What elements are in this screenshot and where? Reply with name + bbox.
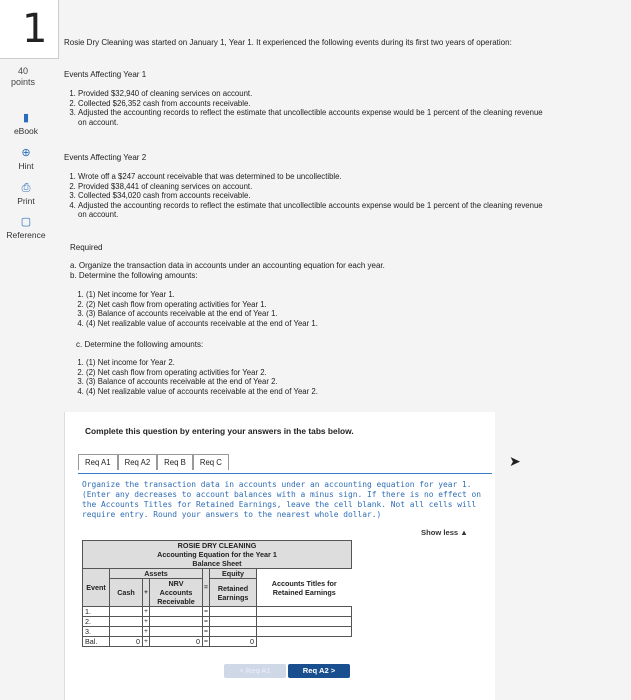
year2-heading: Events Affecting Year 2 (64, 153, 147, 162)
ebook-label: eBook (13, 126, 39, 136)
reference-button[interactable] (0, 216, 52, 240)
account-title-input[interactable] (257, 617, 352, 627)
list-item: 3. (3) Balance of accounts receivable at the end of Year 2. (86, 377, 556, 387)
required-a: a. Organize the transaction data in accounts under an accounting equation for each year. (70, 261, 385, 270)
tab-req-a1[interactable]: Req A1 (78, 454, 118, 470)
reference-icon: ▢ (20, 216, 32, 228)
cash-input[interactable] (110, 617, 143, 627)
assets-header: Assets (110, 569, 203, 579)
list-item: 4. (4) Net realizable value of accounts receivable at the end of Year 2. (86, 387, 556, 397)
retained-earnings-balance: 0 (210, 637, 257, 647)
event-3: 3. (83, 627, 110, 637)
cash-header: Cash (110, 579, 143, 607)
required-c: c. Determine the following amounts: (76, 340, 204, 349)
account-title-input[interactable] (257, 607, 352, 617)
question-number-box (0, 0, 59, 59)
question-number: 1 (22, 6, 48, 52)
list-item: 4. (4) Net realizable value of accounts receivable at the end of Year 1. (86, 319, 556, 329)
list-item: 1. (1) Net income for Year 2. (86, 358, 556, 368)
event-2: 2. (83, 617, 110, 627)
complete-prompt: Complete this question by entering your answers in the tabs below. (85, 426, 354, 436)
intro-text: Rosie Dry Cleaning was started on January 1, Year 1. It experienced the following events during its first two years of operation: (64, 38, 512, 47)
nrv-balance: 0 (150, 637, 203, 647)
instructions-text: Organize the transaction data in accounts under an accounting equation for year 1. (Enter any decreases to account balances with a minus sign. If there is no effect on the Accounts Titles for Retained Earnings, leave the cell blank. Not all cells will require entry. Round your answers to the nearest whole dollar.) (82, 480, 482, 519)
year1-list (64, 89, 548, 127)
list-item: 2. (2) Net cash flow from operating activities for Year 1. (86, 300, 556, 310)
accounts-titles-header: Accounts Titles for Retained Earnings (257, 569, 352, 607)
year1-heading: Events Affecting Year 1 (64, 70, 147, 79)
tab-req-b[interactable]: Req B (157, 454, 193, 470)
company-name: ROSIE DRY CLEANING (83, 541, 352, 551)
equals-sign: = (203, 569, 210, 607)
print-label: Print (17, 196, 35, 206)
table-subtitle: Accounting Equation for the Year 1 (83, 550, 352, 559)
list-item: 2. (2) Net cash flow from operating activities for Year 2. (86, 368, 556, 378)
balance-sheet-label: Balance Sheet (83, 559, 352, 569)
reference-label: Reference (6, 230, 46, 240)
list-item: 3. (3) Balance of accounts receivable at the end of Year 1. (86, 309, 556, 319)
tabs-divider (78, 473, 492, 474)
required-b-list (72, 290, 556, 328)
hint-icon: ⊕ (21, 147, 31, 159)
list-item: 2. Collected $26,352 cash from accounts receivable. (78, 99, 548, 109)
account-title-input[interactable] (257, 627, 352, 637)
list-item: 1. Provided $32,940 of cleaning services on account. (78, 89, 548, 99)
required-c-list (72, 358, 556, 396)
accounting-equation-table: ROSIE DRY CLEANING Accounting Equation for the Year 1 Balance Sheet Event Assets = Equity Accounts Titles for Retained Earnings Cash + NRV Accounts Receivable Retained Earnings 1. + = 2. + = 3. + = Bal. 0 + 0 = 0 (82, 540, 352, 647)
show-less-button[interactable]: Show less ▲ (421, 528, 468, 537)
list-item: 2. Provided $38,441 of cleaning services on account. (78, 182, 548, 192)
list-item: 4. Adjusted the accounting records to reflect the estimate that uncollectible accounts expense would be 1 percent of the cleaning revenue on account. (78, 201, 548, 220)
required-b: b. Determine the following amounts: (70, 271, 198, 280)
cash-balance: 0 (110, 637, 143, 647)
year2-list (64, 172, 548, 220)
nrv-input[interactable] (150, 607, 203, 617)
tab-req-a2[interactable]: Req A2 (118, 454, 158, 470)
nrv-header: NRV Accounts Receivable (150, 579, 203, 607)
retained-earnings-input[interactable] (210, 607, 257, 617)
prev-req-button[interactable]: < Req A1 (224, 664, 286, 678)
required-heading: Required (70, 243, 103, 252)
plus-sign: + (143, 579, 150, 607)
hint-label: Hint (18, 161, 34, 171)
print-button[interactable] (0, 182, 52, 206)
req-tabs (78, 454, 229, 470)
points-label (0, 66, 46, 88)
list-item: 3. Collected $34,020 cash from accounts receivable. (78, 191, 548, 201)
cash-input[interactable] (110, 607, 143, 617)
nrv-input[interactable] (150, 627, 203, 637)
list-item: 1. Wrote off a $247 account receivable that was determined to be uncollectible. (78, 172, 548, 182)
next-req-button[interactable]: Req A2 > (288, 664, 350, 678)
retained-earnings-input[interactable] (210, 617, 257, 627)
points-text: points (10, 77, 36, 87)
retained-earnings-header: Retained Earnings (210, 579, 257, 607)
cash-input[interactable] (110, 627, 143, 637)
print-icon: ⎙ (21, 182, 31, 194)
list-item: 1. (1) Net income for Year 1. (86, 290, 556, 300)
retained-earnings-input[interactable] (210, 627, 257, 637)
ebook-button[interactable] (0, 112, 52, 136)
tab-req-c[interactable]: Req C (193, 454, 229, 470)
event-header: Event (83, 569, 110, 607)
hint-button[interactable] (0, 147, 52, 171)
balance-label: Bal. (83, 637, 110, 647)
nrv-input[interactable] (150, 617, 203, 627)
cursor-arrow-icon: ➤ (509, 453, 521, 469)
points-value: 40 (17, 66, 28, 76)
ebook-icon: ▮ (22, 112, 30, 124)
equity-header: Equity (210, 569, 257, 579)
event-1: 1. (83, 607, 110, 617)
list-item: 3. Adjusted the accounting records to reflect the estimate that uncollectible accounts expense would be 1 percent of the cleaning revenue on account. (78, 108, 548, 127)
